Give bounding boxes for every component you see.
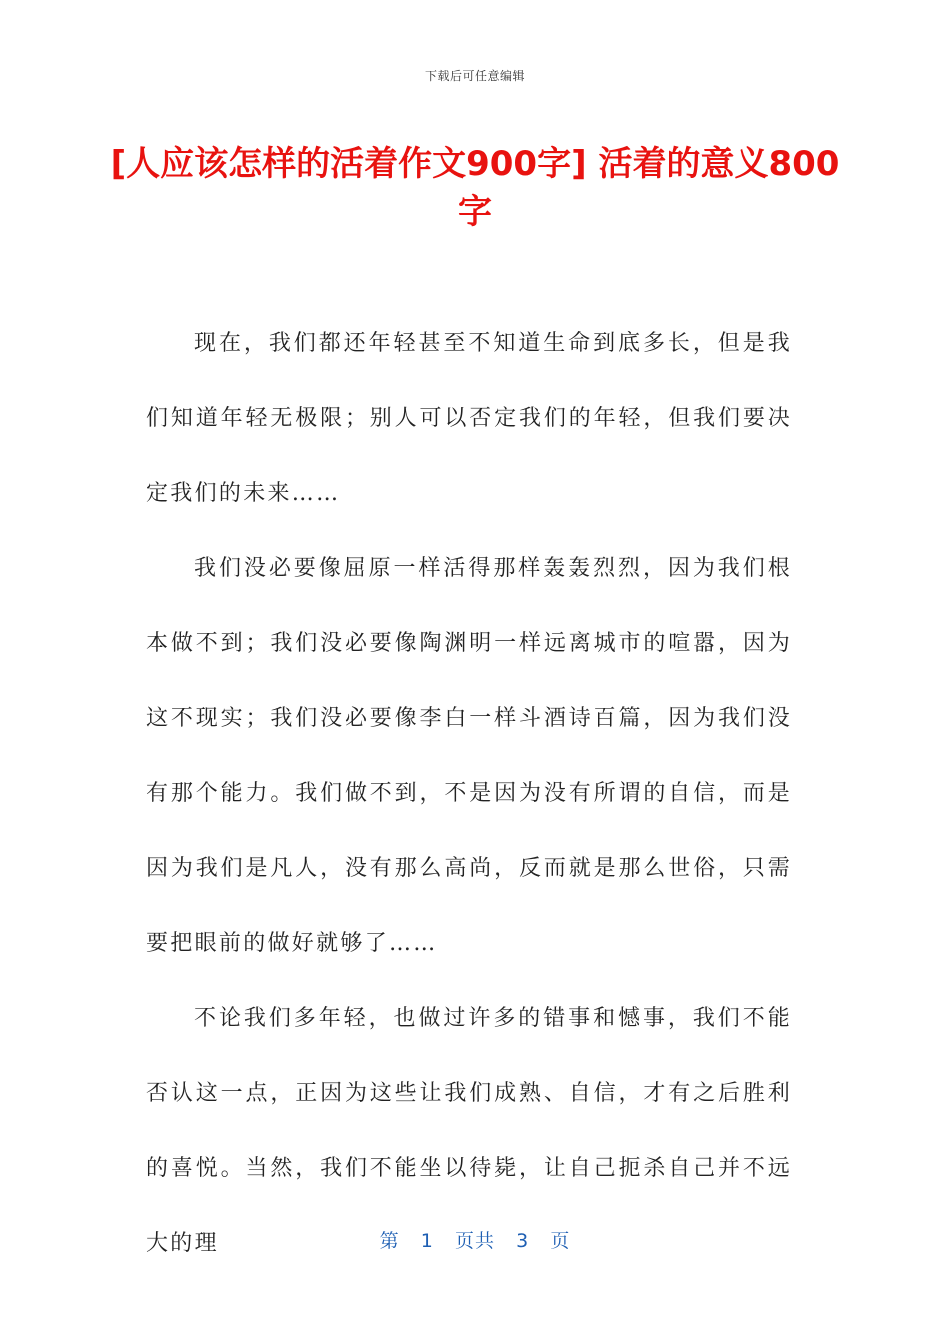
header-note: 下载后可任意编辑 (424, 69, 525, 83)
footer-total-pages: 3 (516, 1230, 530, 1252)
paragraph-2: 我们没必要像屈原一样活得那样轰轰烈烈，因为我们根本做不到；我们没必要像陶渊明一样远离城市的喧嚣，因为这不现实；我们没必要像李白一样斗酒诗百篇，因为我们没有那个能力。我们做不到，不是因为没有所谓的自信，而是因为我们是凡人，没有那么高尚，反而就是那么世俗，只需要把眼前的做好就够了…… (146, 556, 792, 956)
page-footer (0, 1226, 950, 1253)
footer-current-page: 1 (420, 1230, 434, 1252)
footer-page-suffix: 页 (550, 1230, 571, 1252)
document-title: [人应该怎样的活着作文900字] 活着的意义800字 (110, 144, 840, 232)
paragraph-3: 不论我们多年轻，也做过许多的错事和憾事，我们不能否认这一点，正因为这些让我们成熟、自信，才有之后胜利的喜悦。当然，我们不能坐以待毙，让自己扼杀自己并不远大的理 (146, 1006, 792, 1256)
document-body (146, 306, 792, 1281)
footer-page-middle: 页共 (454, 1230, 495, 1252)
paragraph-1: 现在，我们都还年轻甚至不知道生命到底多长，但是我们知道年轻无极限；别人可以否定我们的年轻，但我们要决定我们的未来…… (146, 331, 792, 506)
footer-page-prefix: 第 (379, 1230, 400, 1252)
